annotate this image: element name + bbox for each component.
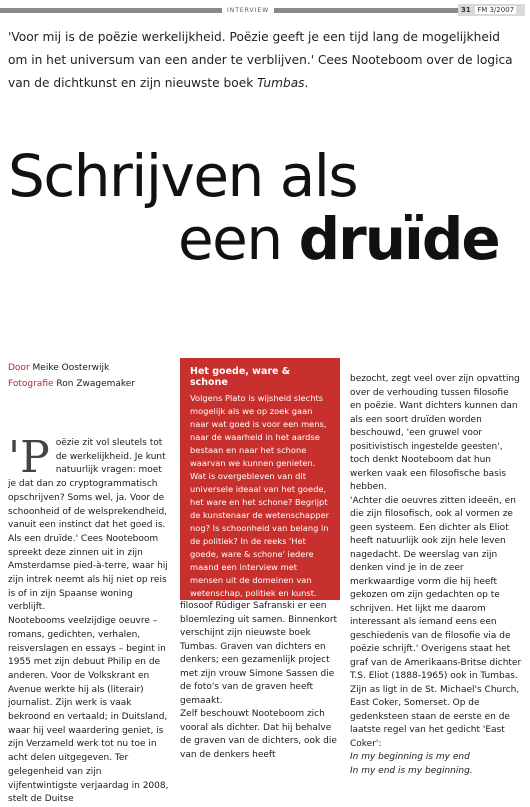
intro-text xyxy=(8,26,520,95)
sidebar-box xyxy=(180,358,340,600)
section-label: INTERVIEW xyxy=(222,6,274,16)
sidebar-title: Het goede, ware & schone xyxy=(190,366,291,388)
col2-paragraph-1: filosoof Rüdiger Safranski er een bloemlezing uit samen. Binnenkort verschijnt zijn nieuwste boek Tumbas. Graven van dichters en denkers; een gezamenlijk project met zijn vrouw Simone Sassen die de foto's van de graven heeft gemaakt. xyxy=(180,601,338,706)
page-number-box xyxy=(458,4,525,16)
byline xyxy=(8,360,135,392)
quote-line-1: In my beginning is my end xyxy=(350,752,470,762)
headline-line-2 xyxy=(8,205,528,273)
intro-after: . xyxy=(304,76,309,90)
intro-book-title: Tumbas xyxy=(257,76,305,90)
body-column-3 xyxy=(350,373,522,778)
headline xyxy=(8,142,528,273)
author-role: Door xyxy=(8,363,30,373)
headline-line-2-pre: een xyxy=(178,205,299,273)
byline-photographer xyxy=(8,376,135,392)
body-column-1 xyxy=(8,432,171,807)
col1-paragraph-2: Nootebooms veelzijdige oeuvre – romans, gedichten, verhalen, reisverslagen en essays – begint in 1955 met zijn debuut Philip en de anderen. Voor de Volkskrant en Avenue werkte hij als (literair) journalist. Zijn werk is vaak bekroond en vertaald; in Duitsland, waar hij veel waardering geniet, is zijn Verzameld werk tot nu toe in acht delen uitgegeven. Ter gelegenheid van zijn vijfentwintigste verjaardag in 2008, stelt de Duitse xyxy=(8,616,169,805)
body-column-2 xyxy=(180,600,340,762)
byline-author xyxy=(8,360,135,376)
quote-line-2: In my end is my beginning. xyxy=(350,765,473,776)
col1-paragraph-1: oëzie zit vol sleutels tot de werkelijkheid. Je kunt natuurlijk vragen: moet je dat dan zo cryptogrammatisch opschrijven? Soms wel, ja. Voor de schoonheid of de welsprekendheid, vanuit een instinct dat het goed is. Als een druïde.' Cees Nooteboom spreekt deze zinnen uit in zijn Amsterdamse pied-à-terre, waar hij zijn intrek neemt als hij niet op reis is of in zijn Spaanse woning verblijft. xyxy=(8,438,168,613)
photo-role: Fotografie xyxy=(8,379,54,389)
headline-line-1: Schrijven als xyxy=(8,142,358,210)
author-name: Meike Oosterwijk xyxy=(32,363,110,373)
col2-paragraph-2: Zelf beschouwt Nooteboom zich vooral als dichter. Dat hij behalve de graven van de dichters, ook die van de denkers heeft xyxy=(180,709,337,760)
sidebar-text: Volgens Plato is wijsheid slechts mogelijk als we op zoek gaan naar wat goed is voor een mens, naar de waarheid in het aardse bestaan en naar het schone waarvan we kunnen genieten. Wat is overgebleven van dit universele ideaal van het goede, het ware en het schone? Begrijpt de kunstenaar de wetenschapper nog? Is schoonheid van belang in de politiek? In de reeks 'Het goede, ware & schone' iedere maand een interview met mensen uit de domeinen van wetenschap, politiek en kunst. xyxy=(190,393,330,598)
col3-paragraph-1: bezocht, zegt veel over zijn opvatting over de verhouding tussen filosofie en poëzie. Want dichters kunnen dan als een soort druïden worden beschouwd, 'een gruwel voor positivistisch ingestelde geesten', toch denkt Nooteboom dat hun werken vaak een filosofische basis hebben. xyxy=(350,374,520,492)
col3-paragraph-2: 'Achter die oeuvres zitten ideeën, en die zijn filosofisch, ook al vormen ze geen systeem. Een dichter als Eliot heeft natuurlijk ook zijn hele leven nagedacht. De weerslag van zijn denken vind je in de zeer merkwaardige vorm die hij heeft gekozen om zijn gedachten op te schrijven. Het lijkt me daarom interessant als iemand eens een geschiedenis van de filosofie via de poëzie schrijft.' Overigens staat het graf van de Amerikaans-Britse dichter T.S. Eliot (1888-1965) ook in Tumbas. Zijn as ligt in de St. Michael's Church, East Coker, Somerset. Op de gedenksteen staan de eerste en de laatste regel van het gedicht 'East Coker': xyxy=(350,495,522,749)
issue-label: FM 3/2007 xyxy=(477,6,515,14)
intro-before: 'Voor mij is de poëzie werkelijkheid. Poëzie geeft je een tijd lang de mogelijkheid om in het universum van een ander te verblijven.' Cees Nooteboom over de logica van de dichtkunst en zijn nieuwste boek xyxy=(8,30,513,90)
page-number: 31 xyxy=(461,6,471,14)
drop-cap: 'P xyxy=(8,432,50,483)
headline-line-2-strong: druïde xyxy=(298,205,499,273)
photographer-name: Ron Zwagemaker xyxy=(56,379,136,389)
